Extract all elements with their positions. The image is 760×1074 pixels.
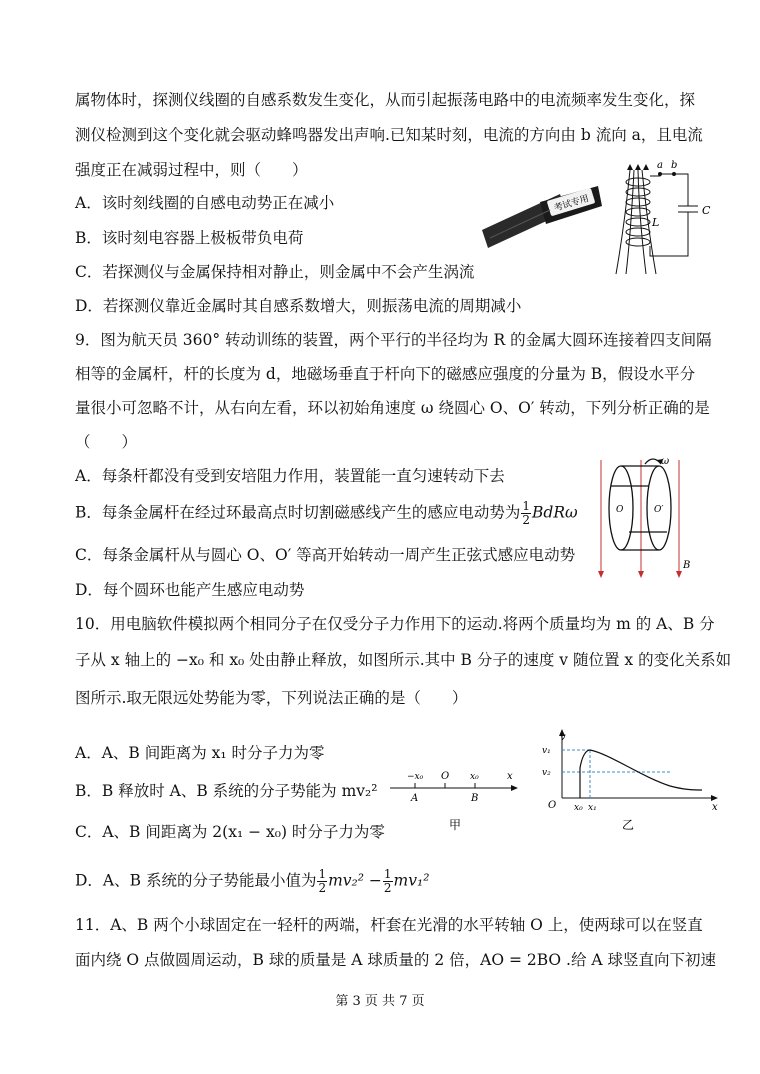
q9-option-b [75,500,578,527]
fig-o-prime-label: O′ [654,505,664,515]
jia-a: A [411,793,419,804]
q10-option-d [75,868,429,895]
q11-line-2: 面内绕 O 点做圆周运动，B 球的质量是 A 球质量的 2 倍，AO = 2BO .给 A 球竖直向下初速 [75,951,717,969]
q11-line-1: 11．A、B 两个小球固定在一轻杆的两端，杆套在光滑的水平转轴 O 上，使两球可以在竖直 [75,916,703,934]
fig-b-label: B [683,560,691,571]
q9-line-2: 相等的金属杆，杆的长度为 d，地磁场垂直于杆向下的磁感应强度的分量为 B，假设水平分 [75,365,696,383]
q10-option-d-text: D．A、B 系统的分子势能最小值为 [75,871,317,890]
q9-option-d: D．每个圆环也能产生感应电动势 [75,581,305,599]
metal-detector-image [480,182,605,252]
jia-b: B [471,793,479,804]
q10-option-d-end: mv₁² [393,871,430,890]
q10-option-a: A．A、B 间距离为 x₁ 时分子力为零 [75,744,325,762]
q8-line-1: 属物体时，探测仪线圈的自感系数发生变化，从而引起振荡电路中的电流频率发生变化，探 [75,91,696,109]
yi-v-label: v [560,732,566,743]
q9-line-4: （ ） [75,433,138,451]
lc-circuit-diagram [612,160,722,280]
q8-option-c: C．若探测仪与金属保持相对静止，则金属中不会产生涡流 [75,263,475,281]
yi-o-label: O [548,800,557,811]
q10-line-2: 子从 x 轴上的 −x₀ 和 x₀ 处由静止释放，如图所示.其中 B 分子的速度 v 随位置 x 的变化关系如 [75,651,732,669]
jia-x: x [507,771,513,782]
q10-option-c: C．A、B 间距离为 2(x₁ − x₀) 时分子力为零 [75,823,385,841]
q8-option-b: B．该时刻电容器上极板带负电荷 [75,229,304,247]
q8-option-d: D．若探测仪靠近金属时其自感系数增大，则振荡电流的周期减小 [75,297,522,315]
fig-o-label: O [616,505,624,515]
fig-omega-label: ω [661,456,670,467]
rotating-rings-diagram [595,456,695,586]
q8-line-2: 测仪检测到这个变化就会驱动蜂鸣器发出声响.已知某时刻，电流的方向由 b 流向 a，且电流 [75,126,703,144]
q10-line-3: 图所示.取无限远处势能为零，下列说法正确的是（ ） [75,689,468,707]
jia-o: O [441,771,450,782]
q9-option-a: A．每条杆都没有受到安培阻力作用，装置能一直匀速转动下去 [75,467,505,485]
q10-option-d-mid: mv₂² − [328,871,382,890]
page-footer: 第 3 页 共 7 页 [335,994,425,1009]
figure-yi-velocity-graph [540,728,725,838]
circuit-label-b: b [671,160,678,171]
yi-v2-label: v₂ [542,768,551,778]
q9-option-b-expr: BdRω [532,503,578,522]
yi-x-label: x [712,802,718,813]
jia-caption: 甲 [449,818,462,832]
q9-line-1: 9．图为航天员 360° 转动训练的装置，两个平行的半径均为 R 的金属大圆环连接着四支间隔 [75,331,712,349]
q10-line-1: 10．用电脑软件模拟两个相同分子在仅受分子力作用下的运动.将两个质量均为 m 的 A、B 分 [75,615,715,633]
fraction: $\frac{1}{2}$ [383,867,392,895]
jia-x0: x₀ [470,772,479,782]
device-label: 考试专用 [552,193,591,214]
q9-line-3: 量很小可忽略不计，从右向左看，环以初始角速度 ω 绕圆心 O、O′ 转动，下列分析正确的是 [75,399,710,417]
q9-option-c: C．每条金属杆从与圆心 O、O′ 等高开始转动一周产生正弦式感应电动势 [75,546,576,564]
circuit-label-a: a [657,160,663,171]
yi-v1-label: v₁ [542,746,551,756]
fraction: $\frac{1}{2}$ [318,867,327,895]
q10-option-b: B．B 释放时 A、B 系统的分子势能为 mv₂² [75,782,378,800]
circuit-label-c: C [702,204,711,217]
q9-option-b-text: B．每条金属杆在经过环最高点时切割磁感线产生的感应电动势为 [75,503,521,522]
jia-neg-x0: −x₀ [407,772,424,782]
yi-x1-label: x₁ [588,803,597,813]
yi-caption: 乙 [622,818,635,832]
figure-jia [385,765,525,835]
fraction: $\frac{1}{2}$ [522,499,531,527]
q8-option-a: A．该时刻线圈的自感电动势正在减小 [75,194,335,212]
yi-x0-label: x₀ [574,803,583,813]
q8-line-3: 强度正在减弱过程中，则（ ） [75,161,308,179]
circuit-label-l: L [652,216,660,229]
